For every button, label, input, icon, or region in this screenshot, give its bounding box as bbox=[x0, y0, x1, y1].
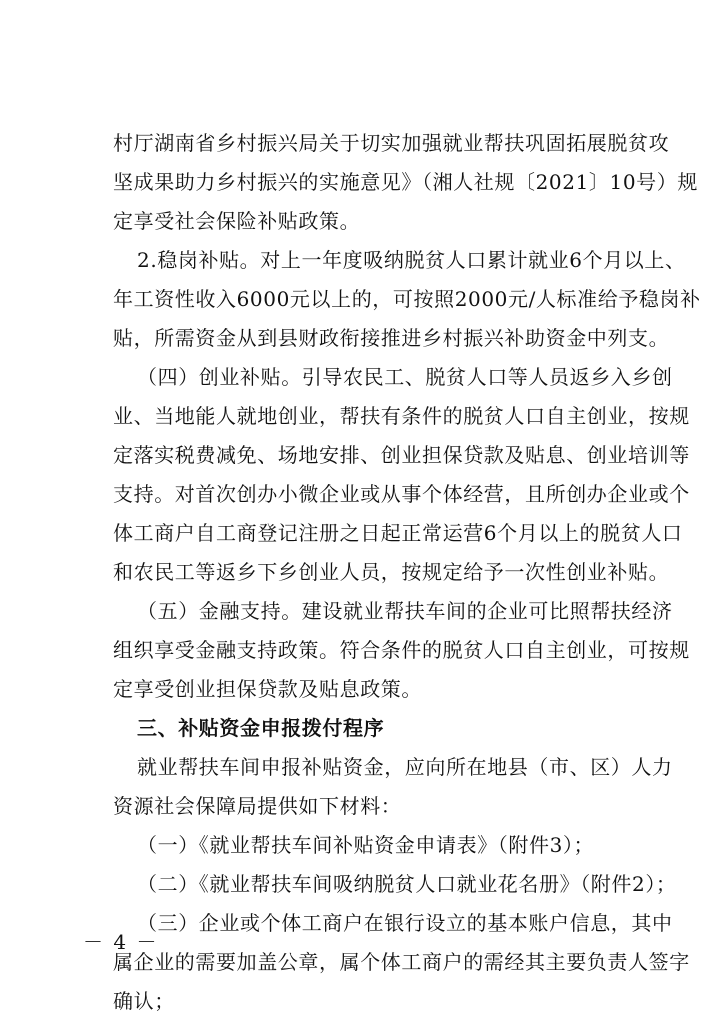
page-number: － 4 － bbox=[83, 930, 159, 954]
body-line: 体工商户自工商登记注册之日起正常运营6个月以上的脱贫人口 bbox=[113, 521, 683, 545]
body-line: 年工资性收入6000元以上的，可按照2000元/人标准给予稳岗补 bbox=[113, 287, 701, 311]
paragraph-start-line: 2.稳岗补贴。对上一年度吸纳脱贫人口累计就业6个月以上、 bbox=[137, 248, 686, 272]
body-line: 和农民工等返乡下乡创业人员，按规定给予一次性创业补贴。 bbox=[113, 560, 670, 584]
body-line: 确认； bbox=[113, 989, 175, 1013]
list-item-line: （三）企业或个体工商户在银行设立的基本账户信息，其中 bbox=[137, 911, 673, 935]
body-line: 定享受创业担保贷款及贴息政策。 bbox=[113, 677, 422, 701]
body-line: 定享受社会保险补贴政策。 bbox=[113, 209, 361, 233]
body-line: 定落实税费减免、场地安排、创业担保贷款及贴息、创业培训等 bbox=[113, 443, 690, 467]
list-item-line: （二）《就业帮扶车间吸纳脱贫人口就业花名册》（附件2）； bbox=[137, 872, 677, 896]
body-line: 支持。对首次创办小微企业或从事个体经营，且所创办企业或个 bbox=[113, 482, 690, 506]
body-line: 村厅湖南省乡村振兴局关于切实加强就业帮扶巩固拓展脱贫攻 bbox=[113, 131, 670, 155]
section-heading: 三、补贴资金申报拨付程序 bbox=[137, 716, 385, 740]
body-line: 业、当地能人就地创业，帮扶有条件的脱贫人口自主创业，按规 bbox=[113, 404, 690, 428]
paragraph-start-line: （五）金融支持。建设就业帮扶车间的企业可比照帮扶经济 bbox=[137, 599, 673, 623]
body-line: 坚成果助力乡村振兴的实施意见》（湘人社规〔2021〕10号）规 bbox=[113, 170, 698, 194]
body-line: 资源社会保障局提供如下材料： bbox=[113, 794, 402, 818]
paragraph-start-line: （四）创业补贴。引导农民工、脱贫人口等人员返乡入乡创 bbox=[137, 365, 673, 389]
paragraph-start-line: 就业帮扶车间申报补贴资金，应向所在地县（市、区）人力 bbox=[137, 755, 673, 779]
document-body bbox=[113, 128, 701, 1016]
list-item-line: （一）《就业帮扶车间补贴资金申请表》（附件3）； bbox=[137, 833, 595, 857]
body-line: 组织享受金融支持政策。符合条件的脱贫人口自主创业，可按规 bbox=[113, 638, 690, 662]
body-line: 属企业的需要加盖公章，属个体工商户的需经其主要负责人签字 bbox=[113, 950, 690, 974]
body-line: 贴，所需资金从到县财政衔接推进乡村振兴补助资金中列支。 bbox=[113, 326, 670, 350]
